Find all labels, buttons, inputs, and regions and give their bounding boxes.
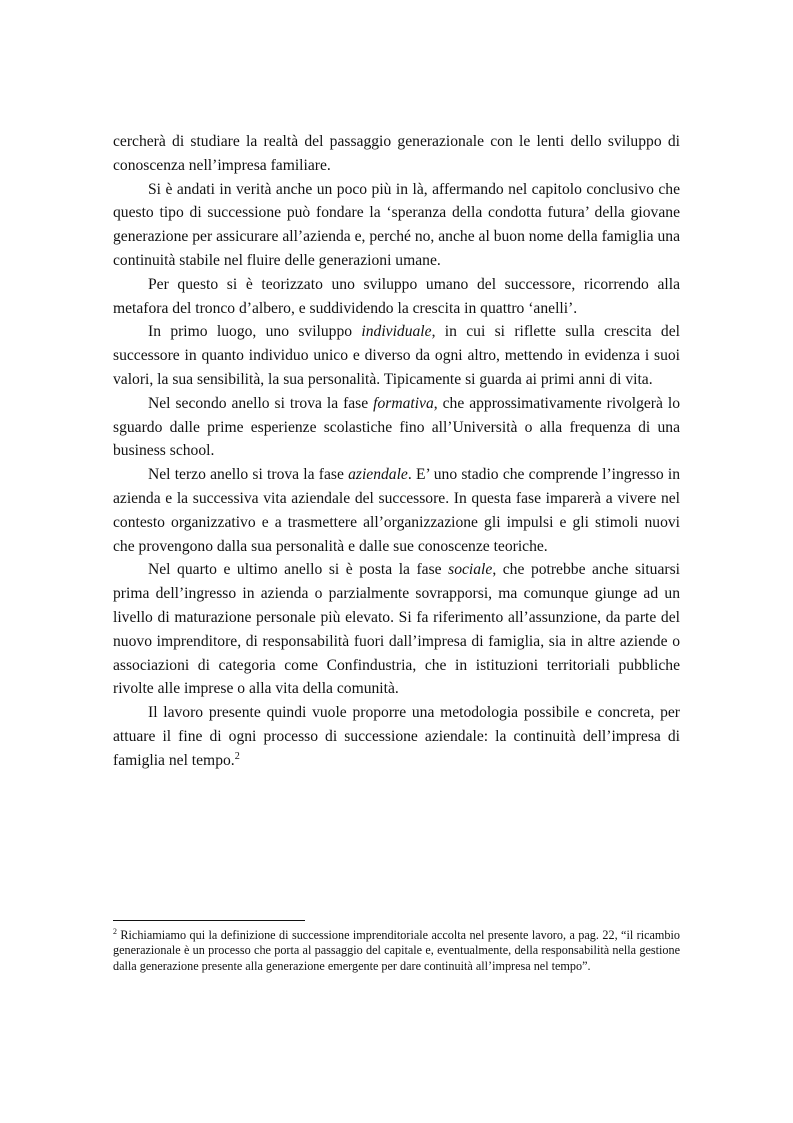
paragraph-6-italic: aziendale — [348, 466, 408, 484]
paragraph-4-before: In primo luogo, uno sviluppo — [148, 323, 362, 341]
paragraph-2 — [113, 178, 680, 273]
paragraph-3 — [113, 273, 680, 321]
paragraph-5 — [113, 392, 680, 463]
paragraph-6-before: Nel terzo anello si trova la fase — [148, 466, 349, 484]
paragraph-7 — [113, 558, 680, 701]
footnote-divider — [113, 920, 305, 921]
footnote-text: Richiamiamo qui la definizione di successione imprenditoriale accolta nel presente lavoro, a pag. 22, “il ricambio generazionale è un processo che porta al passaggio del capitale e, eventualmente, della responsabilità nella gestione dalla generazione presente alla generazione emergente per dare continuità all’impresa nel tempo”. — [113, 928, 680, 973]
paragraph-7-italic: sociale — [448, 561, 493, 579]
paragraph-3-text: Per questo si è teorizzato uno sviluppo umano del successore, ricorrendo alla metafora del tronco d’albero, e suddividendo la crescita in quattro ‘anelli’. — [113, 275, 680, 317]
paragraph-8 — [113, 701, 680, 772]
paragraph-5-italic: formativa — [373, 394, 434, 412]
footnote-number: 2 — [113, 926, 117, 936]
paragraph-4-after: , in cui si riflette sulla crescita del successore in quanto individuo unico e diverso da ogni altro, mettendo in evidenza i suoi valori, la sua sensibilità, la sua personalità. Tipicamente si guarda ai primi anni di vita. — [113, 323, 680, 388]
paragraph-8-text: Il lavoro presente quindi vuole proporre una metodologia possibile e concreta, per attuare il fine di ogni processo di successione aziendale: la continuità dell’impresa di famiglia nel tempo. — [113, 704, 680, 769]
footnote-reference: 2 — [234, 750, 240, 762]
paragraph-5-before: Nel secondo anello si trova la fase — [148, 394, 374, 412]
paragraph-1-text: cercherà di studiare la realtà del passaggio generazionale con le lenti dello sviluppo di conoscenza nell’impresa familiare. — [113, 133, 680, 174]
paragraph-4 — [113, 320, 680, 391]
paragraph-6-after: . E’ uno stadio che comprende l’ingresso in azienda e la successiva vita aziendale del successore. In questa fase imparerà a vivere nel contesto organizzativo e a trasmettere all’organizzazione gli impulsi e gli stimoli nuovi che provengono dalla sua personalità e dalle sue conoscenze teoriche. — [113, 466, 680, 555]
paragraph-6 — [113, 463, 680, 558]
paragraph-4-italic: individuale — [361, 323, 432, 341]
footnote — [113, 928, 680, 974]
paragraph-7-before: Nel quarto e ultimo anello si è posta la fase — [148, 561, 449, 579]
paragraph-7-after: , che potrebbe anche situarsi prima dell’ingresso in azienda o parzialmente sovrapporsi, ma comunque giunge ad un livello di maturazione personale più elevato. Si fa riferimento all’assunzione, da parte del nuovo imprenditore, di responsabilità fuori dall’impresa di famiglia, sia in altre aziende o associazioni di categoria come Confindustria, che in istituzioni territoriali pubbliche rivolte alle imprese o alla vita della comunità. — [113, 561, 680, 698]
paragraph-2-text: Si è andati in verità anche un poco più in là, affermando nel capitolo conclusivo che questo tipo di successione può fondare la ‘speranza della condotta futura’ della giovane generazione per assicurare all’azienda e, perché no, anche al buon nome della famiglia una continuità stabile nel fluire delle generazioni umane. — [113, 180, 680, 269]
paragraph-5-after: , che approssimativamente rivolgerà lo sguardo dalle prime esperienze scolastiche fino all’Università o alla frequenza di una business school. — [113, 394, 680, 460]
paragraph-1 — [113, 130, 680, 178]
document-body — [113, 130, 680, 773]
